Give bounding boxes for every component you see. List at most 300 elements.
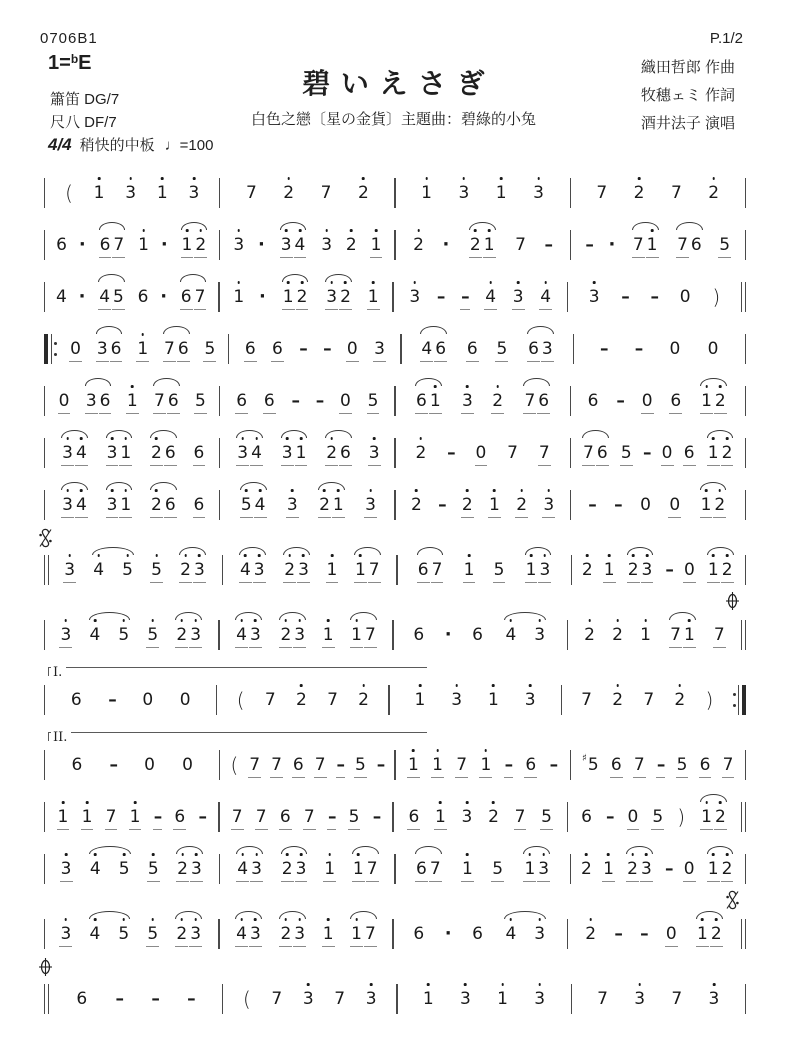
slur-group xyxy=(502,922,548,946)
bar-barline xyxy=(745,438,746,468)
octave-dot-high xyxy=(631,853,634,856)
note: 2 xyxy=(714,389,727,413)
dash-note: – xyxy=(665,560,673,580)
note: 7 xyxy=(271,989,283,1009)
note: 7 xyxy=(643,690,655,710)
octave-dot-high xyxy=(180,619,183,622)
slur-arc xyxy=(523,378,550,386)
tempo-text: 稍快的中板 xyxy=(79,137,155,154)
note: 6 xyxy=(581,807,592,827)
slur-arc xyxy=(626,846,653,854)
note: 2 xyxy=(295,688,308,712)
octave-dot-high xyxy=(323,489,326,492)
measure xyxy=(394,623,567,647)
note: 6 xyxy=(538,391,550,411)
measure xyxy=(45,233,219,257)
note: 6 xyxy=(466,339,478,359)
dash-note: – xyxy=(372,807,381,827)
note: 3 xyxy=(641,558,654,582)
note: 4 xyxy=(75,493,88,517)
note: 4 xyxy=(239,558,252,582)
octave-dot-high xyxy=(463,177,466,180)
note: 2 xyxy=(194,233,207,257)
double-barline xyxy=(741,620,746,650)
volta-label: II. xyxy=(51,731,71,745)
rest-note: 0 xyxy=(684,560,695,580)
slur-group xyxy=(705,558,736,582)
note: 2 xyxy=(461,493,474,517)
octave-dot-high xyxy=(325,229,328,232)
octave-dot-high xyxy=(94,918,97,921)
rest-note: 0 xyxy=(70,339,81,359)
slur-arc xyxy=(85,378,112,386)
octave-dot-high xyxy=(496,385,499,388)
measure xyxy=(396,181,570,205)
note: 5 xyxy=(117,623,130,647)
note: 1 xyxy=(352,857,365,881)
rest-note: 0 xyxy=(683,859,695,879)
note: 1 xyxy=(282,285,295,309)
note: 1 xyxy=(707,441,720,465)
octave-dot-high xyxy=(547,489,550,492)
note: 2 xyxy=(150,441,163,465)
dash-note: – xyxy=(665,859,673,879)
measure xyxy=(571,181,745,205)
note: 3 xyxy=(542,493,555,517)
octave-dot-high xyxy=(286,853,289,856)
note: 6 xyxy=(236,391,248,411)
note: 7 xyxy=(515,235,526,255)
note: 6 xyxy=(244,339,256,359)
slur-group xyxy=(418,337,449,361)
note: 6 xyxy=(99,391,111,411)
octave-dot-high xyxy=(510,619,513,622)
note: 3 xyxy=(59,922,72,946)
octave-dot-high xyxy=(184,554,187,557)
slur-group xyxy=(698,389,729,413)
note: 7 xyxy=(429,859,441,879)
octave-dot-high xyxy=(131,385,134,388)
aug-dot: · xyxy=(608,234,616,255)
slur-group xyxy=(233,623,264,647)
measure xyxy=(49,558,222,582)
paren-mark: ( xyxy=(242,987,251,1011)
aug-dot: · xyxy=(78,234,86,255)
note: 2 xyxy=(282,181,295,205)
slur-group xyxy=(83,389,114,413)
slur-group xyxy=(279,441,310,465)
note: 1 xyxy=(129,805,142,829)
slur-arc xyxy=(279,612,306,620)
note: 1 xyxy=(483,233,496,257)
slur-arc xyxy=(627,547,654,555)
repeat-close-barline xyxy=(733,685,746,715)
note: 5 xyxy=(113,287,124,307)
paren-mark: ) xyxy=(677,805,686,829)
bar-barline xyxy=(745,490,746,520)
slur-group xyxy=(238,493,269,517)
note: 1 xyxy=(700,805,713,829)
note: 6 xyxy=(413,924,425,944)
dash-note: – xyxy=(656,755,665,775)
notation-row xyxy=(44,618,746,652)
bar-barline xyxy=(745,555,746,585)
measure xyxy=(45,805,218,829)
slur-arc xyxy=(707,547,734,555)
measure xyxy=(562,688,733,712)
note: 7 xyxy=(581,690,592,710)
octave-dot-high xyxy=(180,918,183,921)
aug-dot: · xyxy=(442,234,450,255)
octave-dot-high xyxy=(705,801,708,804)
slur-arc xyxy=(415,846,442,854)
measure xyxy=(220,441,394,465)
octave-dot-high xyxy=(240,619,243,622)
slur-arc xyxy=(282,274,309,282)
octave-dot-high xyxy=(679,684,682,687)
coda-icon xyxy=(38,957,53,977)
note: 3 xyxy=(450,688,463,712)
measure xyxy=(45,493,219,517)
measure xyxy=(571,389,745,413)
segno-icon xyxy=(725,890,740,910)
note: 2 xyxy=(491,389,504,413)
note: 6 xyxy=(435,339,447,359)
note: 1 xyxy=(420,181,433,205)
slur-group xyxy=(178,285,209,309)
key-accidental: b xyxy=(70,52,79,66)
octave-dot-high xyxy=(350,229,353,232)
note: 1 xyxy=(137,233,150,257)
note: 2 xyxy=(150,493,163,517)
slur-arc xyxy=(582,430,609,438)
note: 3 xyxy=(96,339,108,359)
note: 3 xyxy=(280,233,293,257)
note: 4 xyxy=(99,287,111,307)
octave-dot-high xyxy=(701,918,704,921)
slur-group xyxy=(90,558,136,582)
bar-barline xyxy=(745,334,746,364)
note: 6 xyxy=(683,443,695,463)
note: 6 xyxy=(610,755,622,775)
note: 7 xyxy=(249,755,261,775)
slur-group xyxy=(525,337,556,361)
note: 6 xyxy=(164,443,176,463)
octave-dot-high xyxy=(300,437,303,440)
note: 3 xyxy=(189,623,202,647)
octave-dot-high xyxy=(538,918,541,921)
note: 7 xyxy=(597,989,608,1009)
note: 1 xyxy=(463,558,476,582)
notation-row xyxy=(44,332,746,366)
note: 4 xyxy=(89,922,102,946)
note: 1 xyxy=(523,857,536,881)
note: 1 xyxy=(707,558,720,582)
rest-note: 0 xyxy=(58,391,70,411)
measure xyxy=(220,922,393,946)
dash-note: – xyxy=(585,235,593,255)
octave-dot-high xyxy=(181,853,184,856)
note: 7 xyxy=(105,807,117,827)
dash-note: – xyxy=(115,989,124,1009)
notation-row xyxy=(44,228,746,262)
note: 6 xyxy=(413,625,425,645)
note: 3 xyxy=(193,558,206,582)
notation-row xyxy=(44,800,746,834)
note: 7 xyxy=(670,183,682,203)
note: 5 xyxy=(204,339,216,359)
singer-credit: 酒井法子 演唱 xyxy=(640,115,735,132)
note: 1 xyxy=(707,857,720,881)
note: 1 xyxy=(431,753,444,777)
rest-note: 0 xyxy=(144,755,155,775)
slur-group xyxy=(624,857,655,881)
octave-dot-high xyxy=(608,554,611,557)
octave-dot-high xyxy=(80,437,83,440)
note: 7 xyxy=(538,443,550,463)
slur-group xyxy=(237,558,268,582)
octave-dot-high xyxy=(646,554,649,557)
note: 7 xyxy=(113,235,125,255)
dash-note: – xyxy=(614,924,622,944)
slur-arc xyxy=(700,378,727,386)
instrument-tuning-2: 尺八 DF/7 xyxy=(50,114,117,131)
octave-dot-high xyxy=(80,489,83,492)
slur-group xyxy=(148,441,179,465)
double-barline xyxy=(741,282,746,312)
key-prefix: 1= xyxy=(48,52,71,74)
measure xyxy=(394,922,567,946)
note: 6 xyxy=(180,287,192,307)
note: 1 xyxy=(332,493,345,517)
note: 1 xyxy=(119,493,132,517)
dash-note: – xyxy=(198,807,206,827)
octave-dot-high xyxy=(474,229,477,232)
octave-dot-high xyxy=(193,177,196,180)
octave-dot-high xyxy=(195,853,198,856)
octave-dot-high xyxy=(712,853,715,856)
measure xyxy=(45,285,218,309)
octave-dot-high xyxy=(258,554,261,557)
note: 3 xyxy=(189,922,202,946)
aug-dot: · xyxy=(160,286,168,307)
slur-group xyxy=(523,558,554,582)
octave-dot-high xyxy=(372,281,375,284)
slur-arc xyxy=(150,482,177,490)
octave-dot-high xyxy=(500,177,503,180)
note: 1 xyxy=(700,389,713,413)
note: 7 xyxy=(365,625,376,645)
octave-dot-high xyxy=(299,229,302,232)
octave-dot-high xyxy=(98,177,101,180)
octave-dot-high xyxy=(65,918,68,921)
note: 3 xyxy=(532,181,545,205)
octave-dot-high xyxy=(715,918,718,921)
note: 7 xyxy=(507,443,518,463)
slur-arc xyxy=(175,612,202,620)
octave-dot-high xyxy=(589,918,592,921)
slur-arc xyxy=(325,274,352,282)
note: 7 xyxy=(365,924,376,944)
note: 5 xyxy=(194,391,206,411)
note: 7 xyxy=(163,339,175,359)
note: 7 xyxy=(334,989,346,1009)
notation-row xyxy=(44,436,746,470)
dash-note: – xyxy=(299,339,307,359)
slur-group xyxy=(698,805,729,829)
octave-dot-high xyxy=(291,489,294,492)
dash-note: – xyxy=(151,989,159,1009)
octave-dot-high xyxy=(719,801,722,804)
notation-row xyxy=(44,553,746,587)
notation-row xyxy=(44,488,746,522)
octave-dot-high xyxy=(373,437,376,440)
note: 3 xyxy=(85,391,97,411)
octave-dot-high xyxy=(288,554,291,557)
octave-dot-high xyxy=(244,554,247,557)
measure xyxy=(45,688,216,712)
note: 7 xyxy=(722,755,734,775)
dash-note: – xyxy=(640,924,648,944)
slur-group xyxy=(348,623,379,647)
octave-dot-high xyxy=(152,853,155,856)
note: 3 xyxy=(533,922,546,946)
note: 3 xyxy=(533,623,546,647)
note: 3 xyxy=(232,233,245,257)
slur-group xyxy=(280,285,311,309)
octave-dot-high xyxy=(186,229,189,232)
lyricist-credit: 牧穗ェミ 作詞 xyxy=(640,87,735,104)
octave-dot-high xyxy=(194,619,197,622)
note: 3 xyxy=(295,857,308,881)
octave-dot-high xyxy=(161,177,164,180)
slur-group xyxy=(413,389,444,413)
octave-dot-high xyxy=(194,918,197,921)
octave-dot-high xyxy=(538,619,541,622)
rest-note: 0 xyxy=(669,495,681,515)
slur-group xyxy=(694,922,725,946)
note: 1 xyxy=(119,441,132,465)
rest-note: 0 xyxy=(340,391,351,411)
slur-arc xyxy=(527,326,554,334)
note: 5 xyxy=(496,339,508,359)
note: 3 xyxy=(286,493,299,517)
repeat-open-barline xyxy=(44,334,57,364)
octave-dot-high xyxy=(466,385,469,388)
paren-mark: ( xyxy=(236,688,245,712)
octave-dot-high xyxy=(520,489,523,492)
note: 5 xyxy=(493,560,505,580)
note: 3 xyxy=(459,987,472,1011)
note: 2 xyxy=(175,623,188,647)
note: 6 xyxy=(596,443,608,463)
note: 3 xyxy=(633,987,646,1011)
slur-group xyxy=(96,285,127,309)
slur-arc xyxy=(417,547,444,555)
slur-group xyxy=(59,493,90,517)
slur-group xyxy=(97,233,128,257)
note: 3 xyxy=(124,181,137,205)
octave-dot-high xyxy=(65,853,68,856)
note: 2 xyxy=(611,688,624,712)
octave-dot-high xyxy=(198,554,201,557)
slur-group xyxy=(323,285,354,309)
note: 6 xyxy=(279,807,291,827)
measure xyxy=(572,558,745,582)
note: 1 xyxy=(322,922,335,946)
note: 6 xyxy=(110,339,122,359)
slur-group xyxy=(350,857,381,881)
octave-dot-high xyxy=(65,619,68,622)
slur-group xyxy=(277,623,308,647)
octave-dot-high xyxy=(344,281,347,284)
slur-arc xyxy=(700,794,727,802)
slur-group xyxy=(279,857,310,881)
slur-group xyxy=(667,623,698,647)
measure xyxy=(568,922,741,946)
note: 5 xyxy=(541,807,552,827)
octave-dot-high xyxy=(255,853,258,856)
tempo-line xyxy=(48,134,213,155)
aug-dot: · xyxy=(444,624,452,645)
note: 4 xyxy=(89,857,102,881)
measure xyxy=(45,441,219,465)
note: 6 xyxy=(272,339,283,359)
measure xyxy=(220,805,393,829)
slur-group xyxy=(415,558,446,582)
slur-group xyxy=(674,233,705,257)
note: 7 xyxy=(153,391,165,411)
octave-dot-high xyxy=(125,489,128,492)
octave-dot-high xyxy=(94,619,97,622)
octave-dot-high xyxy=(286,437,289,440)
octave-dot-high xyxy=(425,177,428,180)
dash-note: – xyxy=(634,339,643,359)
slur-group xyxy=(705,857,736,881)
aug-dot: · xyxy=(259,286,266,307)
octave-dot-high xyxy=(530,554,533,557)
note: 7 xyxy=(366,859,378,879)
rest-note: 0 xyxy=(142,690,154,710)
octave-dot-high xyxy=(638,983,641,986)
measure xyxy=(394,805,567,829)
note: 6 xyxy=(99,235,111,255)
note: 7 xyxy=(632,235,644,255)
octave-dot-high xyxy=(434,385,437,388)
note: 2 xyxy=(580,857,593,881)
note: 2 xyxy=(714,805,727,829)
notation-row xyxy=(44,852,746,886)
slur-arc xyxy=(99,222,126,230)
slur-group xyxy=(502,623,548,647)
octave-dot-high xyxy=(129,177,132,180)
note: 2 xyxy=(721,857,734,881)
slur-arc xyxy=(280,222,307,230)
octave-dot-high xyxy=(638,177,641,180)
segno-icon xyxy=(38,528,53,548)
octave-dot-high xyxy=(705,385,708,388)
slur-arc xyxy=(415,378,442,386)
note: 6 xyxy=(56,235,67,255)
note: 1 xyxy=(232,285,245,309)
slur-group xyxy=(521,857,552,881)
rest-note: 0 xyxy=(661,443,673,463)
note: 1 xyxy=(429,389,442,413)
measure xyxy=(571,753,745,777)
note: 7 xyxy=(320,183,332,203)
dash-note: – xyxy=(544,235,552,255)
note: 2 xyxy=(721,558,734,582)
